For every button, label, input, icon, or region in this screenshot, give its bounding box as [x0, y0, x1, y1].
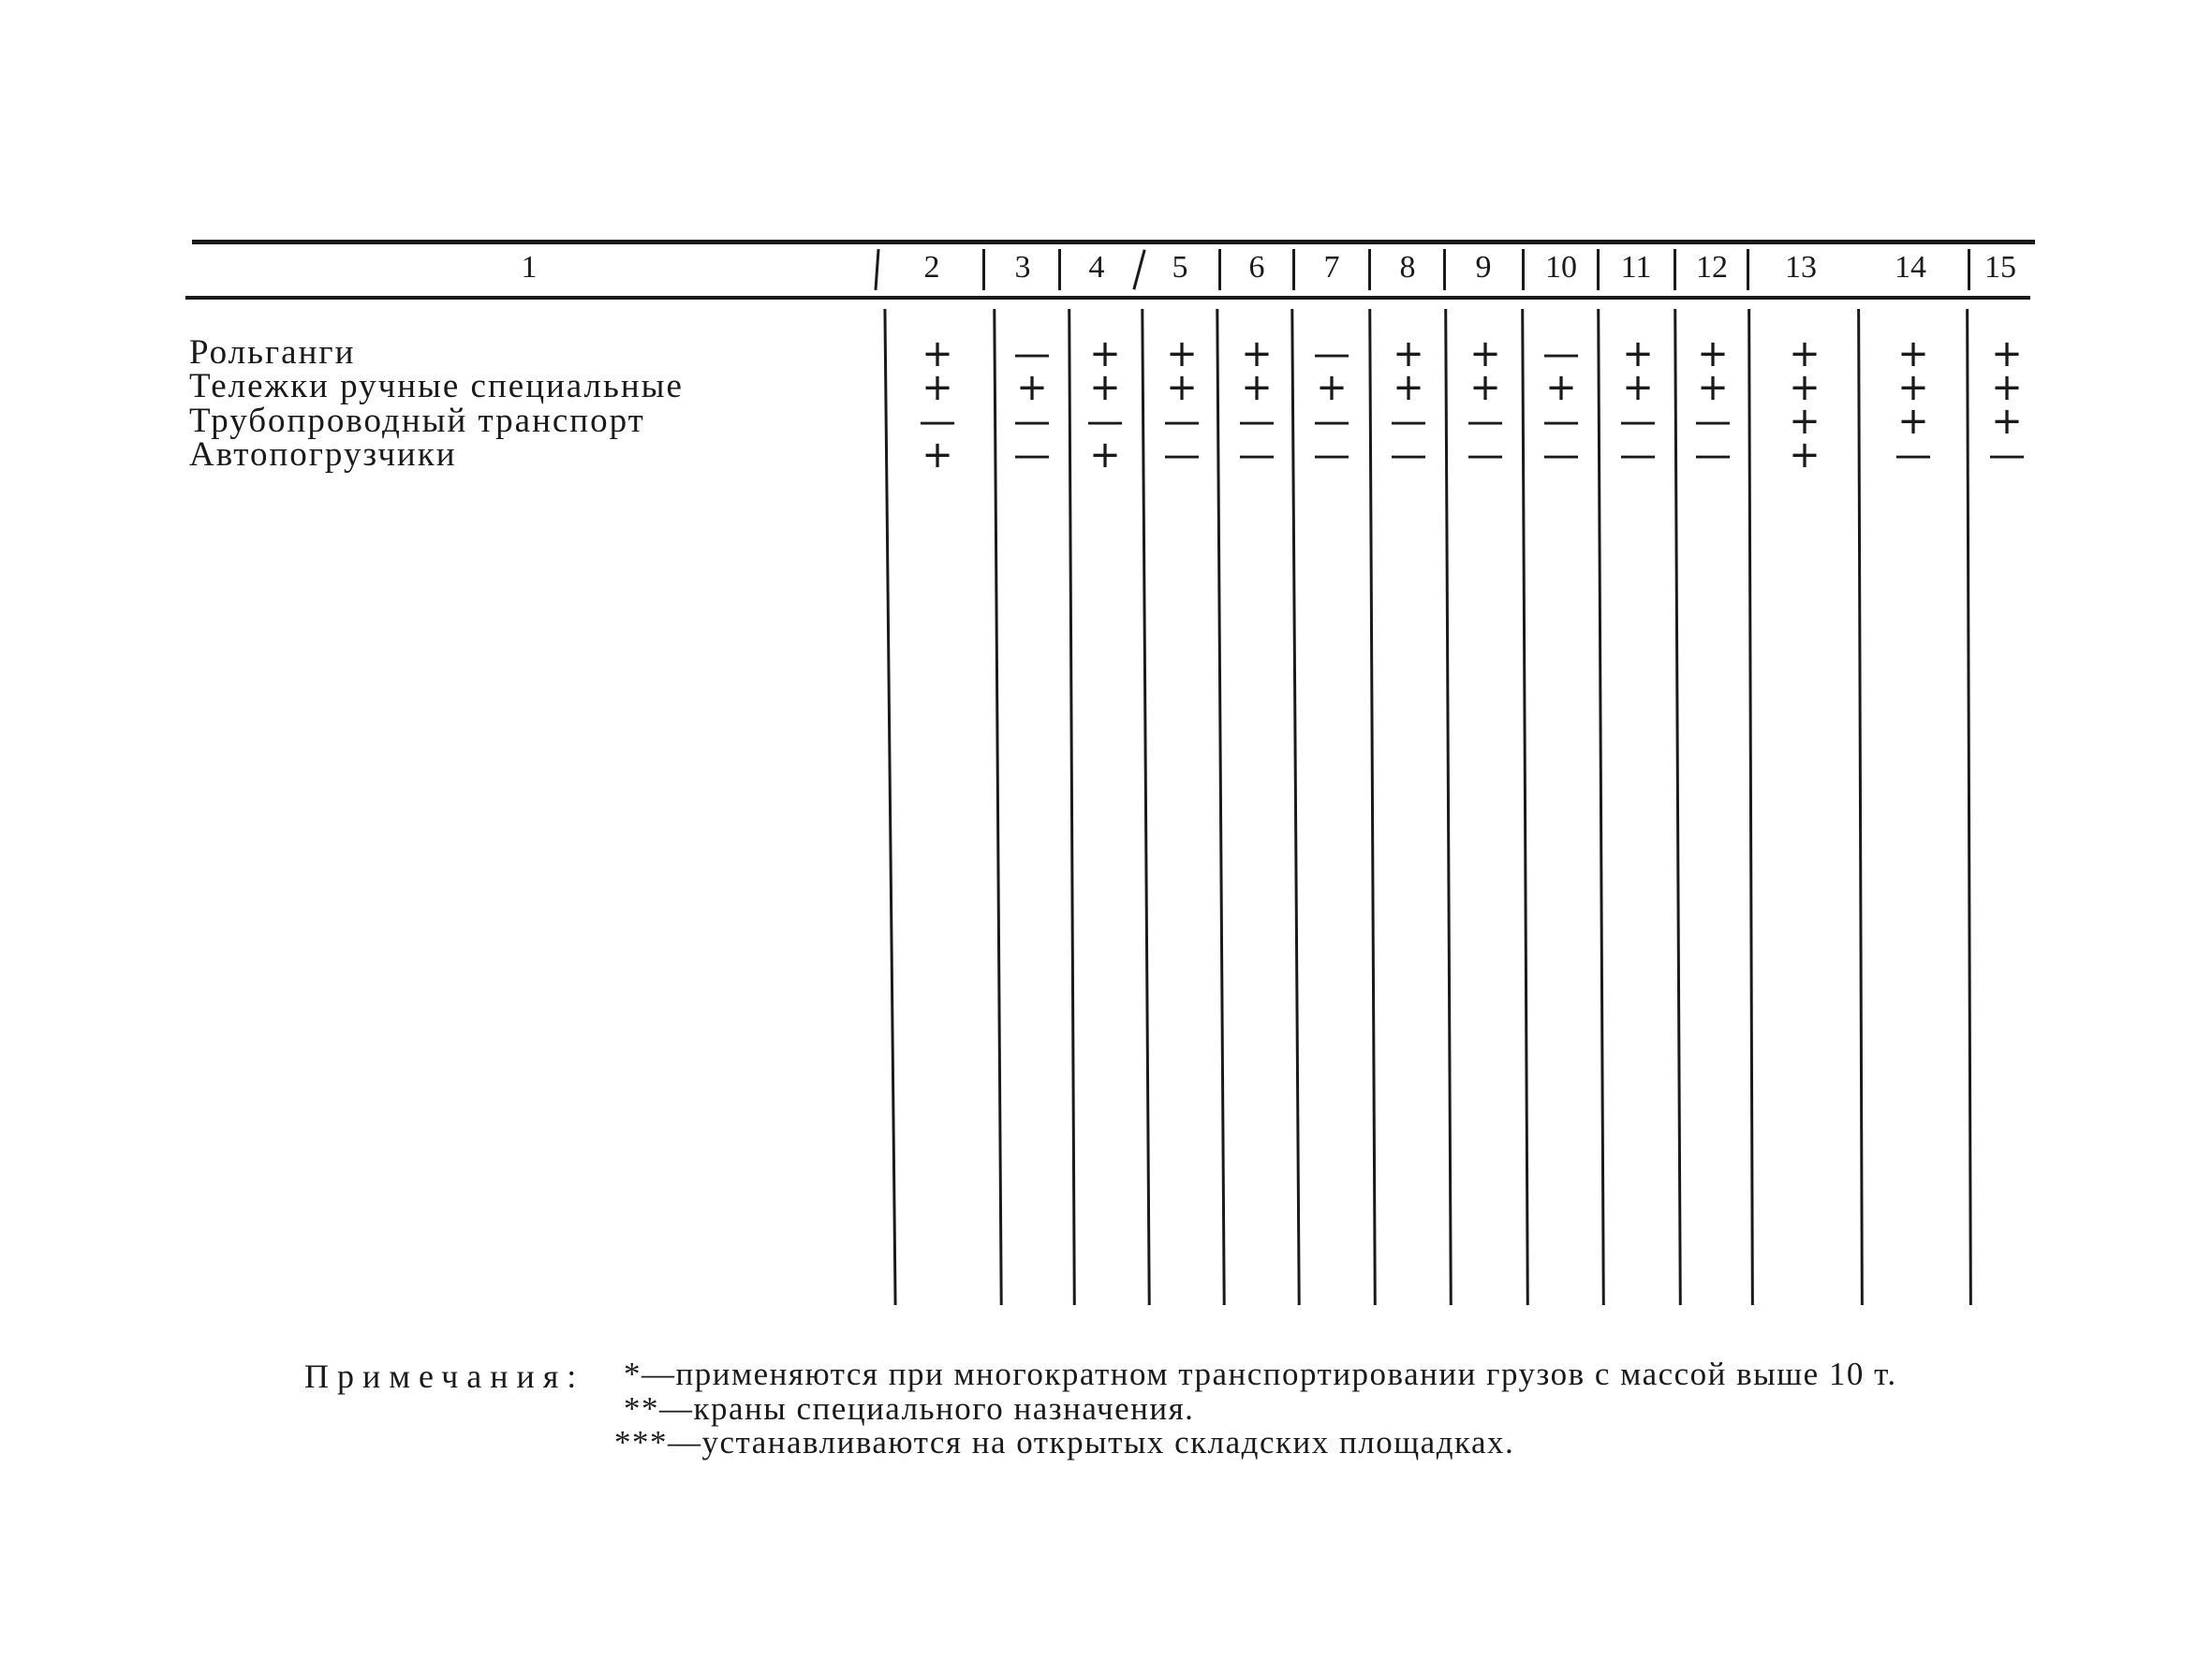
col-header-3: 3 — [1014, 250, 1031, 285]
col-header-14: 14 — [1895, 250, 1926, 285]
col-header-11: 11 — [1620, 250, 1652, 285]
column-rule — [1966, 309, 1972, 1305]
table-top-rule — [192, 240, 2035, 244]
table-cell-mark: — — [1086, 400, 1124, 443]
table-cell-mark: + — [1789, 366, 1821, 409]
row-label-truboprovodnyy: Трубопроводный транспорт — [189, 402, 645, 440]
note-item: ***—устанавливаются на открытых складских площадках. — [614, 1424, 1515, 1461]
column-rule — [1597, 309, 1605, 1305]
note-item: *—применяются при многократном транспортировании грузов с массой выше 10 т. — [624, 1356, 1897, 1392]
table-cell-mark: + — [1622, 366, 1654, 409]
column-rule — [1290, 309, 1300, 1305]
table-cell-mark: + — [1545, 366, 1577, 409]
table-cell-mark: + — [1469, 366, 1501, 409]
table-cell-mark: + — [1789, 400, 1821, 443]
header-separator — [874, 249, 879, 290]
table-cell-mark: — — [1694, 433, 1732, 477]
table-cell-mark: + — [1089, 433, 1121, 477]
table-cell-mark: — — [1238, 400, 1276, 443]
table-cell-mark: + — [1393, 366, 1424, 409]
table-cell-mark: — — [1313, 433, 1350, 477]
row-label-avtopogruzchiki: Автопогрузчики — [189, 435, 457, 474]
table-cell-mark: — — [1013, 433, 1051, 477]
col-header-6: 6 — [1248, 250, 1265, 285]
table-cell-mark: + — [1897, 366, 1929, 409]
table-cell-mark: — — [1013, 400, 1051, 443]
table-cell-mark: — — [1542, 433, 1580, 477]
table-cell-mark: — — [1895, 433, 1932, 477]
notes-title: Примечания: — [304, 1358, 585, 1395]
table-cell-mark: — — [919, 400, 956, 443]
table-cell-mark: — — [1988, 433, 2026, 477]
column-rule — [1857, 309, 1864, 1305]
col-header-2: 2 — [923, 250, 940, 285]
table-cell-mark: + — [1789, 332, 1821, 375]
col-header-4: 4 — [1088, 250, 1105, 285]
column-rule — [993, 309, 1002, 1305]
table-cell-mark: — — [1694, 400, 1732, 443]
column-rule — [1674, 309, 1682, 1305]
column-rule — [1068, 309, 1076, 1305]
note-item: **—краны специального назначения. — [624, 1390, 1195, 1427]
table-cell-mark: + — [922, 332, 953, 375]
table-cell-mark: — — [1542, 400, 1580, 443]
table-cell-mark: + — [1241, 332, 1273, 375]
table-cell-mark: + — [1016, 366, 1048, 409]
table-cell-mark: + — [922, 433, 953, 477]
table-cell-mark: + — [1897, 400, 1929, 443]
table-cell-mark: + — [1166, 332, 1198, 375]
table-cell-mark: + — [1089, 332, 1121, 375]
header-bottom-rule — [185, 296, 2030, 300]
table-cell-mark: + — [922, 366, 953, 409]
column-rule — [1368, 309, 1377, 1305]
table-cell-mark: + — [1991, 366, 2023, 409]
table-cell-mark: + — [1469, 332, 1501, 375]
table-cell-mark: + — [1697, 366, 1729, 409]
table-cell-mark: — — [1313, 400, 1350, 443]
table-cell-mark: + — [1241, 366, 1273, 409]
table-cell-mark: — — [1467, 400, 1504, 443]
table-cell-mark: — — [1163, 400, 1201, 443]
table-cell-mark: — — [1390, 400, 1427, 443]
column-rule — [883, 309, 896, 1305]
table-cell-mark: — — [1467, 433, 1504, 477]
table-cell-mark: — — [1542, 332, 1580, 375]
column-rule — [1747, 309, 1754, 1305]
col-header-1: 1 — [521, 250, 538, 285]
table-cell-mark: + — [1166, 366, 1198, 409]
table-cell-mark: + — [1393, 332, 1424, 375]
table-cell-mark: — — [1238, 433, 1276, 477]
col-header-15: 15 — [1984, 250, 2016, 285]
table-cell-mark: — — [1619, 400, 1657, 443]
table-cell-mark: + — [1089, 366, 1121, 409]
table-cell-mark: + — [1991, 332, 2023, 375]
table-cell-mark: — — [1313, 332, 1350, 375]
column-rule — [1521, 309, 1529, 1305]
col-header-5: 5 — [1172, 250, 1188, 285]
table-cell-mark: + — [1697, 332, 1729, 375]
col-header-8: 8 — [1399, 250, 1416, 285]
column-rule — [1216, 309, 1225, 1305]
row-label-rolgangi: Рольганги — [189, 333, 356, 372]
table-cell-mark: + — [1316, 366, 1348, 409]
col-header-10: 10 — [1545, 250, 1577, 285]
table-cell-mark: — — [1390, 433, 1427, 477]
col-header-9: 9 — [1475, 250, 1492, 285]
table-cell-mark: — — [1013, 332, 1051, 375]
col-header-13: 13 — [1785, 250, 1817, 285]
table-cell-mark: — — [1619, 433, 1657, 477]
column-rule — [1444, 309, 1453, 1305]
table-cell-mark: + — [1897, 332, 1929, 375]
table-cell-mark: + — [1789, 433, 1821, 477]
row-label-telezhki: Тележки ручные специальные — [189, 367, 684, 405]
column-rule — [1141, 309, 1150, 1305]
col-header-7: 7 — [1323, 250, 1340, 285]
table-cell-mark: — — [1163, 433, 1201, 477]
table-cell-mark: + — [1622, 332, 1654, 375]
col-header-12: 12 — [1696, 250, 1728, 285]
table-cell-mark: + — [1991, 400, 2023, 443]
